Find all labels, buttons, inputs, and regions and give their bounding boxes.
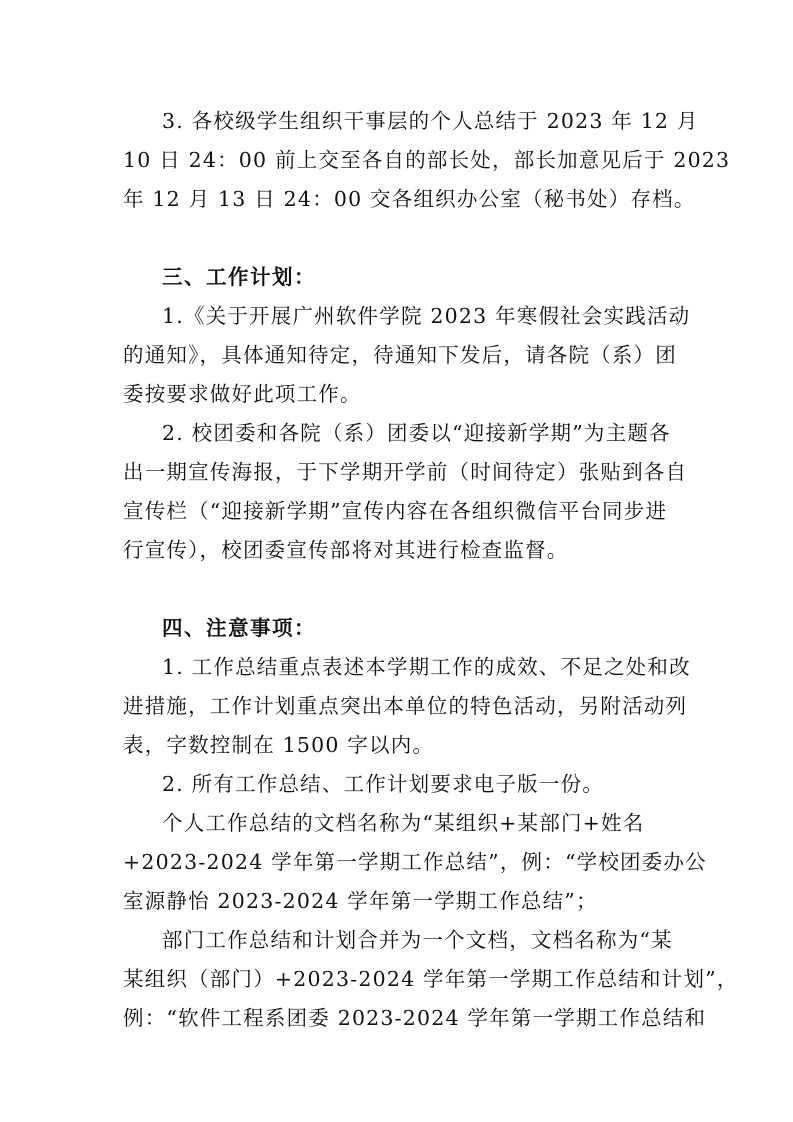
paragraph-line: 某组织（部门）+2023-2024 学年第一学期工作总结和计划”， bbox=[123, 967, 739, 991]
paragraph-line: 年 12 月 13 日 24：00 交各组织办公室（秘书处）存档。 bbox=[123, 187, 696, 211]
paragraph-line: 委按要求做好此项工作。 bbox=[123, 382, 362, 406]
section-heading-work-plan: 三、工作计划： bbox=[162, 265, 316, 289]
paragraph-line: 进措施，工作计划重点突出本单位的特色活动，另附活动列 bbox=[123, 694, 688, 718]
paragraph-line: +2023-2024 学年第一学期工作总结”，例：“学校团委办公 bbox=[123, 850, 707, 874]
paragraph-line: 2. 校团委和各院（系）团委以“迎接新学期”为主题各 bbox=[162, 421, 671, 445]
paragraph-line: 的通知》，具体通知待定，待通知下发后，请各院（系）团 bbox=[123, 343, 677, 367]
paragraph-line: 个人工作总结的文档名称为“某组织+某部门+姓名 bbox=[162, 811, 645, 835]
paragraph-line: 出一期宣传海报，于下学期开学前（时间待定）张贴到各自 bbox=[123, 460, 688, 484]
paragraph-line: 行宣传），校团委宣传部将对其进行检查监督。 bbox=[123, 538, 569, 562]
paragraph-line: 10 日 24：00 前上交至各自的部长处，部长加意见后于 2023 bbox=[123, 148, 731, 172]
paragraph-line: 宣传栏（“迎接新学期”宣传内容在各组织微信平台同步进 bbox=[123, 499, 668, 523]
paragraph-line: 例：“软件工程系团委 2023-2024 学年第一学期工作总结和 bbox=[123, 1006, 707, 1030]
paragraph-line: 室源静怡 2023-2024 学年第一学期工作总结”； bbox=[123, 889, 598, 913]
paragraph-line: 2. 所有工作总结、工作计划要求电子版一份。 bbox=[162, 772, 604, 796]
paragraph-line: 表，字数控制在 1500 字以内。 bbox=[123, 733, 435, 757]
paragraph-line: 1.《关于开展广州软件学院 2023 年寒假社会实践活动 bbox=[162, 304, 691, 328]
paragraph-line: 部门工作总结和计划合并为一个文档，文档名称为“某 bbox=[162, 928, 673, 952]
paragraph-line: 1. 工作总结重点表述本学期工作的成效、不足之处和改 bbox=[162, 655, 691, 679]
section-heading-notes: 四、注意事项： bbox=[162, 616, 316, 640]
paragraph-line: 3. 各校级学生组织干事层的个人总结于 2023 年 12 月 bbox=[162, 109, 699, 133]
